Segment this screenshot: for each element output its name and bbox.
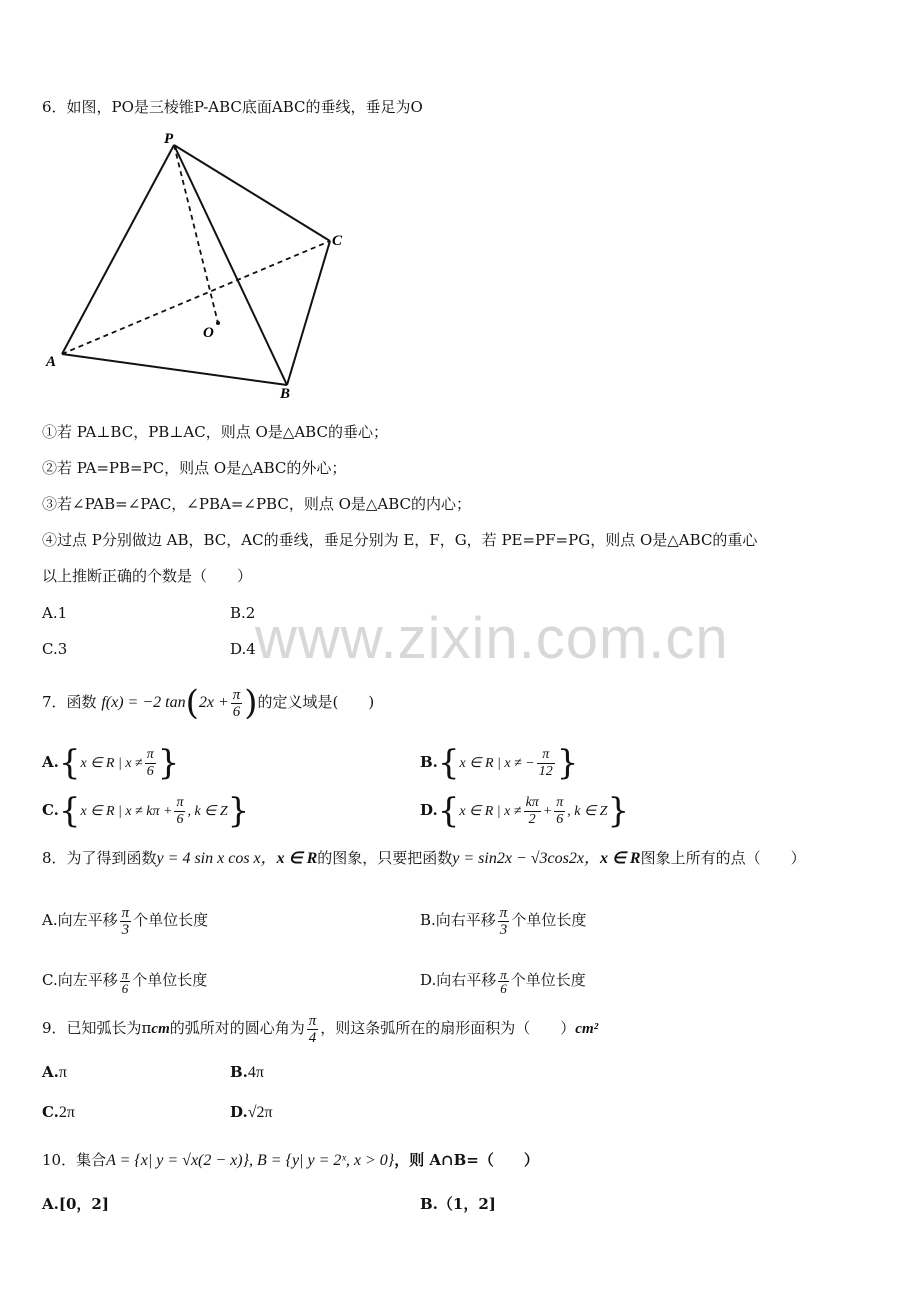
- label-O: O: [203, 325, 214, 341]
- q6-statement-3: ③若∠PAB=∠PAC，∠PBA=∠PBC，则点 O是△ABC的内心；: [42, 495, 472, 513]
- q10-stem: 10．集合A = {x| y = √x(2 − x)}, B = {y| y = 2ˣ, x > 0}，则 A∩B=（ ）: [42, 1151, 539, 1169]
- tetrahedron-figure: [40, 125, 360, 410]
- q6-question: 以上推断正确的个数是（ ）: [42, 567, 253, 585]
- q9-option-c: C.2π: [42, 1103, 75, 1121]
- q8-stem: 8．为了得到函数y = 4 sin x cos x，x ∈ R的图象，只要把函数y = sin2x − √3cos2x，x ∈ R图象上所有的点（ ）: [42, 849, 806, 867]
- q7-option-b: B.{x ∈ R | x ≠ − $\frac{\pi}{12}$ }: [420, 743, 579, 783]
- q6-statement-1: ①若 PA⊥BC，PB⊥AC，则点 O是△ABC的垂心；: [42, 423, 388, 441]
- q6-statement-2: ②若 PA=PB=PC，则点 O是△ABC的外心；: [42, 459, 347, 477]
- q9-option-d: D.√2π: [230, 1103, 273, 1121]
- q6-stem: 6．如图，PO是三棱锥P-ABC底面ABC的垂线，垂足为O: [42, 98, 423, 116]
- label-P: P: [164, 131, 174, 147]
- q10-option-a: A.[0，2]: [42, 1195, 109, 1213]
- q9-stem: 9．已知弧长为πcm的弧所对的圆心角为 $\frac{\pi}{4}$ ，则这条弧所在的扇形面积为（ ）cm²: [42, 1012, 599, 1046]
- q7-option-c: C.{x ∈ R | x ≠ kπ + $\frac{\pi}{6}$ , k ∈ Z}: [42, 791, 250, 831]
- label-A: A: [46, 354, 57, 370]
- q6-option-b: B.2: [230, 604, 256, 622]
- q7-option-a: A.{x ∈ R | x ≠ $\frac{\pi}{6}$ }: [42, 743, 180, 783]
- q10-option-b: B.（1，2]: [420, 1195, 496, 1213]
- q8-option-c: C.向左平移 $\frac{\pi}{6}$ 个单位长度: [42, 966, 208, 996]
- q8-option-a: A.向左平移 $\frac{\pi}{3}$ 个单位长度: [42, 904, 209, 938]
- label-C: C: [332, 233, 343, 249]
- q6-option-d: D.4: [230, 640, 256, 658]
- q9-option-b: B.4π: [230, 1063, 264, 1081]
- q6-statement-4: ④过点 P分别做边 AB，BC，AC的垂线，垂足分别为 E，F，G，若 PE=PF=PG，则点 O是△ABC的重心: [42, 531, 758, 549]
- q9-option-a: A.π: [42, 1063, 67, 1081]
- label-B: B: [280, 386, 291, 402]
- q6-option-c: C.3: [42, 640, 68, 658]
- q8-option-b: B.向右平移 $\frac{\pi}{3}$ 个单位长度: [420, 904, 587, 938]
- q7-option-d: D.{x ∈ R | x ≠ $\frac{k\pi}{2}$ + $\frac{\pi}{6}$ , k ∈ Z}: [420, 791, 630, 831]
- q8-option-d: D.向右平移 $\frac{\pi}{6}$ 个单位长度: [420, 966, 586, 996]
- q7-stem: 7．函数 f(x) = −2 tan(2x + $\frac{\pi}{6}$ )的定义域是( ): [42, 683, 375, 723]
- q6-option-a: A.1: [42, 604, 68, 622]
- watermark: www.zixin.com.cn: [255, 606, 729, 671]
